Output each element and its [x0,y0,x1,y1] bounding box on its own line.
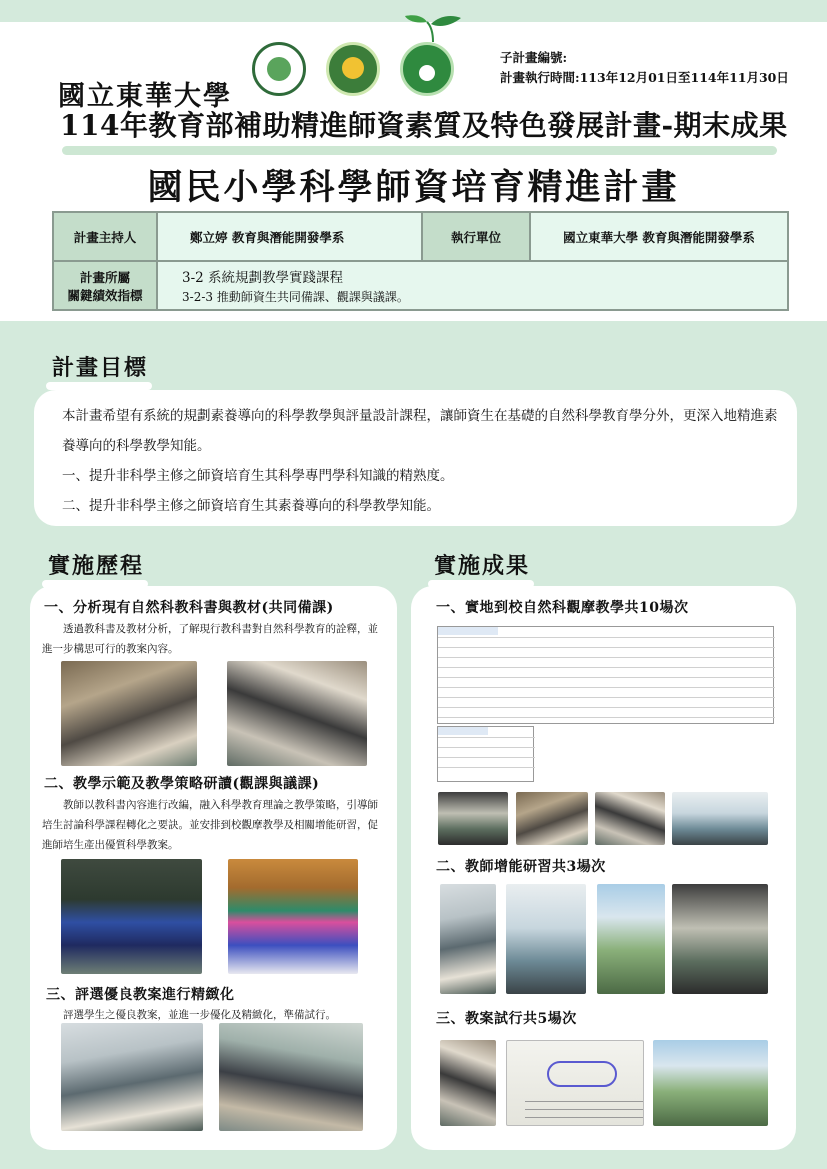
sprout-icon [405,14,461,42]
kpi-label [53,261,157,310]
university-name: 國立東華大學 [58,81,232,112]
lesson-planning-photo-2 [227,661,367,766]
process-step1-text: 透過教科書及教材分析，了解現行教科書對自然科學教育的詮釋，並進一步構思可行的教案內容。 [42,623,378,655]
trial-lesson-photo-2 [653,1040,768,1126]
school-visit-photo-2 [516,792,588,845]
schedule-header-2 [438,727,488,735]
result1-title: 一、實地到校自然科觀摩教學共10場次 [436,600,689,616]
pi-value: 鄭立婷 教育與潛能開發學系 [157,212,422,261]
worksheet-line [525,1109,644,1110]
schedule-rule [438,637,775,638]
school-visit-photo-4 [672,792,768,845]
subplan-number-label: 子計畫編號: [500,50,568,65]
info-row-kpi [53,261,788,310]
goals-text [62,401,782,521]
unit-value: 國立東華大學 教育與潛能開發學系 [530,212,788,261]
kpi-line-2: 3-2-3 推動師資生共同備課、觀課與議課。 [182,290,409,304]
trial-lesson-worksheet [506,1040,644,1126]
unit-label: 執行單位 [422,212,530,261]
teaching-demo-photo-2 [228,859,358,974]
schedule-table-2 [437,726,534,782]
process-step3-title: 三、評選優良教案進行精緻化 [46,987,235,1003]
schedule-rule [438,737,535,738]
process-step2-text: 教師以教科書內容進行改編，融入科學教育理論之教學策略，引導師培生討論科學課程轉化之要訣。並安排到校觀摩教學及相關增能研習，促進師培生產出優質科學教案。 [42,799,378,851]
schedule-rule [438,747,535,748]
kpi-value [157,261,788,310]
visit-schedule-image [437,626,774,782]
schedule-table-1 [437,626,774,724]
kpi-line-1: 3-2 系統規劃教學實踐課程 [182,270,344,286]
process-step3-text: 評選學生之優良教案，並進一步優化及精緻化，準備試行。 [63,1009,336,1021]
main-title: 114年教育部補助精進師資素質及特色發展計畫-期末成果 [60,109,788,142]
kpi-label-line1: 計畫所屬 [79,269,130,285]
schedule-rule [438,677,775,678]
workshop-photo-2 [506,884,586,994]
schedule-rule [438,647,775,648]
goal-item-1: 一、提升非科學主修之師資培育生其科學專門學科知識的精熟度。 [62,468,454,484]
info-row-pi [53,212,788,261]
worksheet-line [525,1101,644,1102]
teacher-education-center-logo [400,42,454,96]
lesson-planning-photo-1 [61,661,197,766]
schedule-rule [438,717,775,718]
lesson-refinement-photo-2 [219,1023,363,1131]
workshop-photo-1 [440,884,496,994]
info-table [52,211,789,311]
title-divider [62,146,777,155]
school-visit-photo-3 [595,792,665,845]
plan-meta [500,48,789,88]
project-title: 國民小學科學師資培育精進計畫 [147,167,680,208]
process-heading: 實施歷程 [48,549,144,580]
process-step2-title: 二、教學示範及教學策略研讀(觀課與議課) [44,776,320,792]
lesson-refinement-photo-1 [61,1023,203,1131]
teaching-demo-photo-1 [61,859,202,974]
goals-heading: 計畫目標 [52,351,148,382]
school-visit-photo-1 [438,792,508,845]
pi-label: 計畫主持人 [53,212,157,261]
execution-period: 計畫執行時間:113年12月01日至114年11月30日 [500,70,789,85]
schedule-rule [438,687,775,688]
schedule-rule [438,767,535,768]
ministry-of-education-logo [252,42,306,96]
schedule-rule [438,697,775,698]
schedule-rule [438,707,775,708]
schedule-rule [438,667,775,668]
goal-item-2: 二、提升非科學主修之師資培育生其素養導向的科學教學知能。 [62,498,440,514]
results-heading: 實施成果 [434,549,530,580]
worksheet-drawing [547,1061,617,1087]
worksheet-line [525,1117,644,1118]
schedule-header-1 [438,627,498,635]
workshop-photo-4 [672,884,768,994]
university-logo [326,42,380,96]
schedule-rule [438,657,775,658]
schedule-rule [438,757,535,758]
result2-title: 二、教師增能研習共3場次 [436,859,606,875]
trial-lesson-photo-1 [440,1040,496,1126]
result3-title: 三、教案試行共5場次 [436,1011,577,1027]
kpi-label-line2: 關鍵績效指標 [67,287,143,303]
workshop-photo-3 [597,884,665,994]
goals-intro: 本計畫希望有系統的規劃素養導向的科學教學與評量設計課程，讓師資生在基礎的自然科學教育學分外，更深入地精進素養導向的科學教學知能。 [62,408,778,454]
process-step1-title: 一、分析現有自然科教科書與教材(共同備課) [44,600,334,616]
